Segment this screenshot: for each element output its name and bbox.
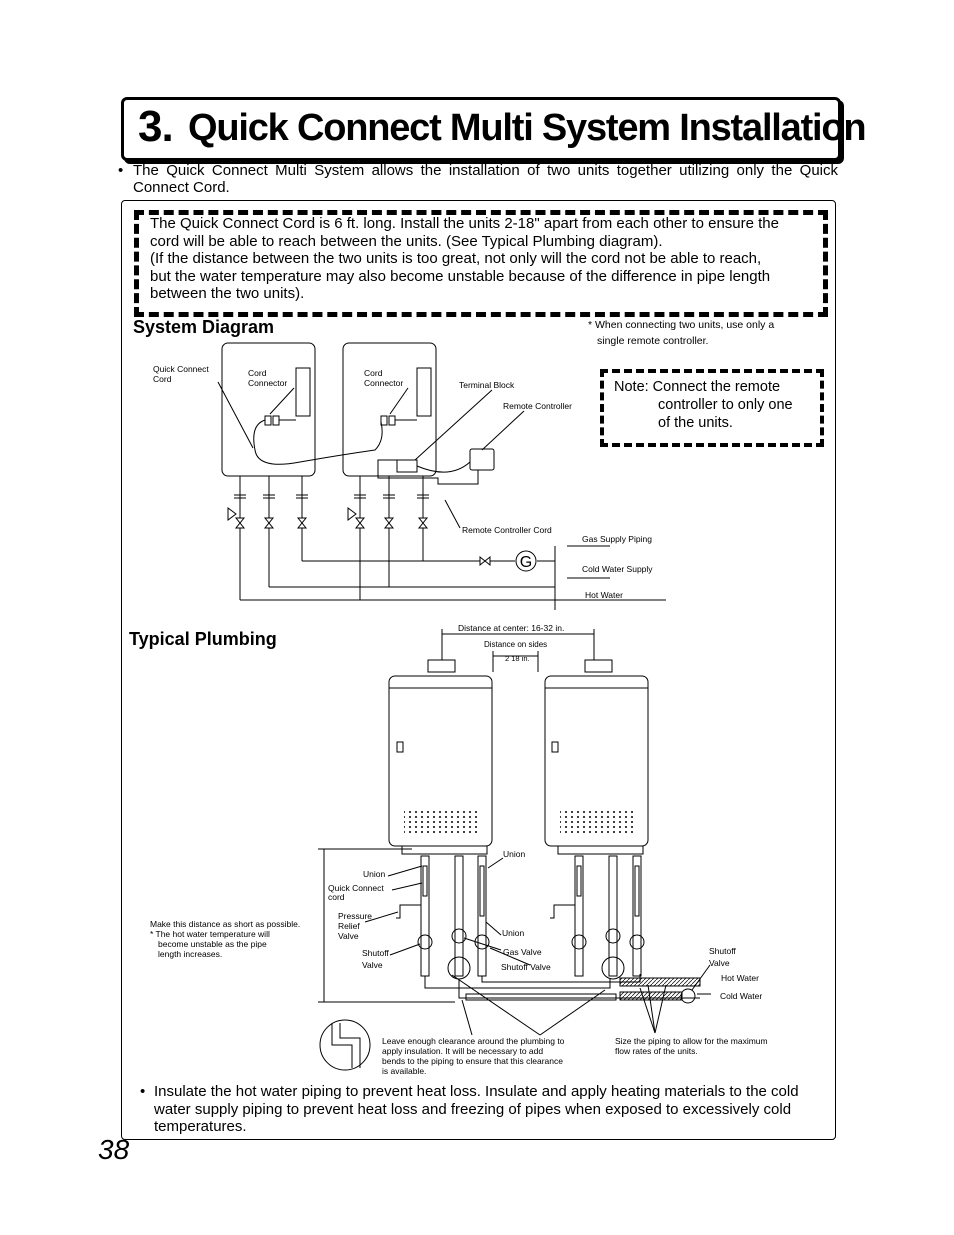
footer-bullet	[140, 1083, 830, 1136]
vent-grille-dots	[404, 810, 636, 835]
note-line: length increases.	[158, 949, 223, 959]
label-gas-supply-piping: Gas Supply Piping	[582, 534, 652, 544]
label-line: cord	[328, 892, 345, 902]
page-number: 38	[98, 1134, 130, 1165]
label-union-3: Union	[502, 928, 525, 938]
label-distance-center: Distance at center: 16-32 in.	[458, 623, 565, 633]
label-line: Valve	[709, 958, 730, 968]
distance-note	[150, 919, 300, 959]
label-pressure-relief-valve	[338, 911, 372, 941]
intro-text: The Quick Connect Multi System allows the installation of two units together utilizing only the Quick Connect Cord.	[133, 162, 838, 196]
bullet-glyph: •	[140, 1083, 146, 1100]
note-line: Make this distance as short as possible.	[150, 919, 301, 929]
label-union-1: Union	[363, 869, 386, 879]
notice-line: between the two units).	[150, 285, 305, 302]
notice-line: The Quick Connect Cord is 6 ft. long. Install the units 2-18" apart from each other to ensure the	[150, 215, 779, 232]
note-line: Note: Connect the remote	[614, 379, 781, 395]
label-line: Connector	[248, 378, 288, 388]
notice-line: cord will be able to reach between the units. (See Typical Plumbing diagram).	[150, 232, 663, 250]
notice-line: (If the distance between the two units is too great, not only will the cord not be able to reach,	[150, 250, 762, 267]
label-distance-value: 2 18 in.	[505, 654, 530, 663]
label-hot-water-tp: Hot Water	[721, 973, 759, 983]
label-quick-connect-cord-tp	[328, 884, 384, 902]
note-line: * The hot water temperature will	[150, 929, 270, 939]
note-line: Size the piping to allow for the maximum	[615, 1036, 768, 1046]
label-distance-sides: Distance on sides	[484, 640, 548, 649]
note-line: Leave enough clearance around the plumbing to	[382, 1036, 565, 1046]
label-line: Cord	[153, 374, 172, 384]
note-line: apply insulation. It will be necessary to add	[382, 1046, 544, 1056]
label-hot-water: Hot Water	[585, 590, 623, 600]
bullet-glyph: •	[118, 162, 124, 179]
label-shutoff-valve-left	[362, 947, 389, 971]
label-shutoff-valve-mid: Shutoff Valve	[501, 962, 551, 972]
system-diagram-heading: System Diagram	[133, 317, 275, 337]
footer-text: Insulate the hot water piping to prevent heat loss. Insulate and apply heating materials to the cold water supply piping to prevent heat loss and freezing of pipes when exposed to excessively cold temperatures.	[154, 1083, 799, 1135]
footnote-line: single remote controller.	[597, 335, 709, 347]
label-line: Cord	[248, 368, 267, 378]
label-remote-controller: Remote Controller	[503, 401, 572, 411]
label-line: Quick Connect	[328, 883, 384, 893]
label-line: Pressure	[338, 911, 373, 921]
label-line: Valve	[362, 960, 383, 970]
label-line: Quick Connect	[153, 364, 209, 374]
section-title: Quick Connect Multi System Installation	[188, 107, 866, 149]
size-note	[615, 1036, 768, 1056]
note-line: controller to only one	[658, 397, 793, 413]
label-line: Shutoff	[709, 946, 736, 956]
note-line: of the units.	[658, 415, 733, 431]
note-line: flow rates of the units.	[615, 1046, 698, 1056]
label-line: Valve	[338, 931, 359, 941]
label-remote-controller-cord: Remote Controller Cord	[462, 525, 552, 535]
label-union-2: Union	[503, 849, 526, 859]
typical-plumbing-heading: Typical Plumbing	[129, 629, 277, 649]
note-line: bends to the piping to ensure that this clearance	[382, 1056, 563, 1066]
label-cold-water-tp: Cold Water	[720, 991, 763, 1001]
note-line: is available.	[382, 1066, 427, 1076]
label-shutoff-valve-right	[709, 945, 736, 969]
label-gas-valve: Gas Valve	[503, 947, 542, 957]
footnote-line: * When connecting two units, use only a	[588, 319, 775, 331]
label-line: Connector	[364, 378, 404, 388]
label-cold-water-supply: Cold Water Supply	[582, 564, 653, 574]
clearance-note	[382, 1036, 564, 1076]
label-line: Shutoff	[362, 948, 389, 958]
label-line: Cord	[364, 368, 383, 378]
label-line: Relief	[338, 921, 360, 931]
notice-line: but the water temperature may also become unstable because of the difference in pipe length	[150, 267, 771, 285]
note-line: become unstable as the pipe	[158, 939, 267, 949]
label-terminal-block: Terminal Block	[459, 380, 515, 390]
gas-symbol-label: G	[519, 554, 533, 571]
section-number: 3.	[138, 102, 173, 151]
